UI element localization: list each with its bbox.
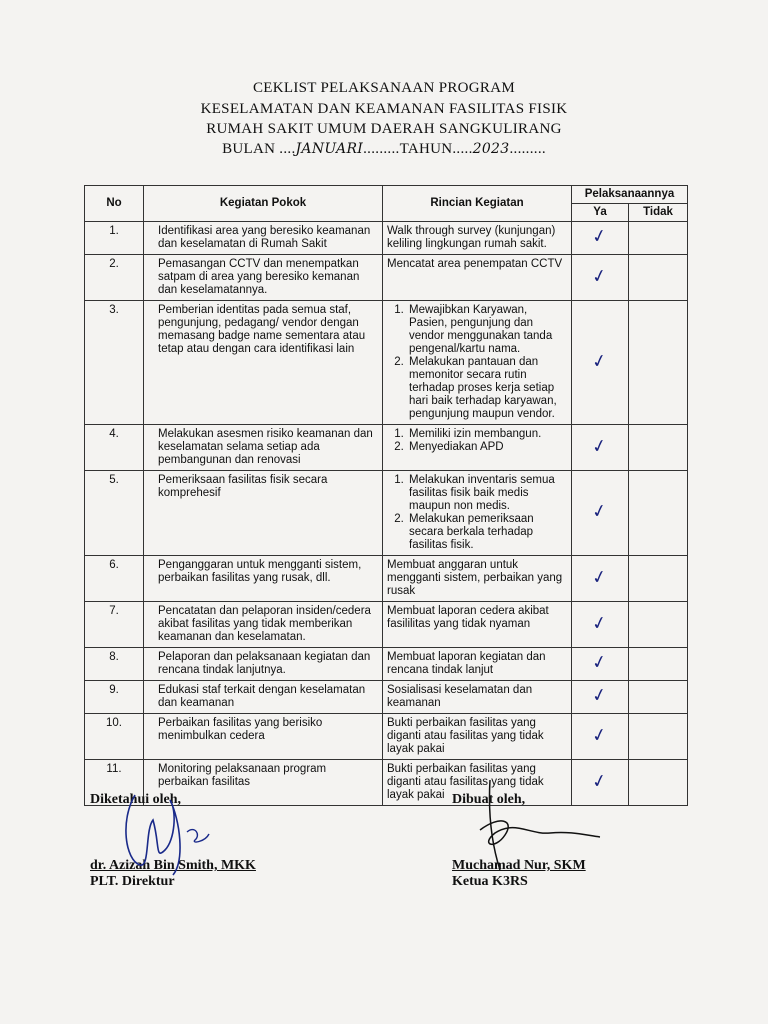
row-ya (572, 714, 629, 760)
row-tidak (629, 602, 688, 648)
row-ya (572, 425, 629, 471)
row-kegiatan: Pemberian identitas pada semua staf, pengunjung, pedagang/ vendor dengan memasang badge name sementara atau tetap atau dengan cara identifikasi lain (144, 301, 383, 425)
checkmark-icon: ✓ (590, 565, 610, 588)
rincian-text: Membuat laporan cedera akibat fasililitas yang tidak nyaman (387, 605, 549, 630)
rincian-text: Sosialisasi keselamatan dan keamanan (387, 684, 533, 709)
rincian-text: Membuat anggaran untuk mengganti sistem, perbaikan yang rusak (387, 559, 563, 597)
row-kegiatan: Pelaporan dan pelaksanaan kegiatan dan rencana tindak lanjutnya. (144, 648, 383, 681)
row-tidak (629, 681, 688, 714)
rincian-text: Bukti perbaikan fasilitas yang diganti atau fasilitas yang tidak layak pakai (387, 717, 544, 755)
rincian-item: 2. Melakukan pemeriksaan secara berkala terhadap fasilitas fisik. (407, 513, 567, 552)
row-rincian (383, 556, 572, 602)
right-signer-title: Ketua K3RS (452, 874, 528, 889)
row-kegiatan: Melakukan asesmen risiko keamanan dan keselamatan selama setiap ada pembangunan dan renovasi (144, 425, 383, 471)
table-row (85, 556, 688, 602)
row-ya (572, 648, 629, 681)
row-kegiatan: Edukasi staf terkait dengan keselamatan dan keamanan (144, 681, 383, 714)
row-no: 7. (85, 602, 144, 648)
rincian-item: 2. Menyediakan APD (407, 441, 567, 454)
row-rincian (383, 602, 572, 648)
table-row (85, 602, 688, 648)
rincian-text: Mencatat area penempatan CCTV (387, 258, 563, 270)
rincian-text: Bukti perbaikan fasilitas yang diganti atau fasilitas yang tidak layak pakai (387, 763, 544, 801)
col-tidak: Tidak (629, 204, 688, 222)
row-kegiatan: Identifikasi area yang beresiko keamanan dan keselamatan di Rumah Sakit (144, 222, 383, 255)
row-rincian (383, 425, 572, 471)
doc-title-line1: CEKLIST PELAKSANAAN PROGRAM (252, 80, 516, 96)
rincian-list (387, 304, 567, 421)
row-tidak (629, 471, 688, 556)
right-signer-name: Muchamad Nur, SKM (452, 858, 586, 873)
checkmark-icon: ✓ (590, 434, 610, 457)
row-no: 10. (85, 714, 144, 760)
rincian-item: 2. Melakukan pantauan dan memonitor secara rutin terhadap proses kerja setiap hari baik terhadap karyawan, pengunjung maupun vendor. (407, 356, 567, 421)
rincian-item: 1. Memiliki izin membangun. (407, 428, 567, 441)
row-no: 11. (85, 760, 144, 806)
row-kegiatan: Pemasangan CCTV dan menempatkan satpam di area yang beresiko kemanan dan keselamatannya. (144, 255, 383, 301)
col-no: No (85, 186, 144, 222)
table-row (85, 471, 688, 556)
row-tidak (629, 222, 688, 255)
col-kegiatan: Kegiatan Pokok (144, 186, 383, 222)
row-ya (572, 602, 629, 648)
row-ya (572, 222, 629, 255)
row-no: 4. (85, 425, 144, 471)
row-ya (572, 681, 629, 714)
table-row (85, 648, 688, 681)
row-ya (572, 255, 629, 301)
row-tidak (629, 425, 688, 471)
rincian-list (387, 428, 567, 454)
rincian-text: Walk through survey (kunjungan) keliling lingkungan rumah sakit. (387, 225, 556, 250)
row-no: 2. (85, 255, 144, 301)
doc-title-line2: KESELAMATAN DAN KEAMANAN FASILITAS FISIK (200, 101, 568, 117)
row-kegiatan: Penganggaran untuk mengganti sistem, perbaikan fasilitas yang rusak, dll. (144, 556, 383, 602)
row-kegiatan: Pemeriksaan fasilitas fisik secara komprehesif (144, 471, 383, 556)
row-rincian (383, 255, 572, 301)
col-rincian: Rincian Kegiatan (383, 186, 572, 222)
checklist-table (84, 185, 688, 806)
row-rincian (383, 681, 572, 714)
rincian-item: 1. Melakukan inventaris semua fasilitas fisik baik medis maupun non medis. (407, 474, 567, 513)
row-no: 8. (85, 648, 144, 681)
rincian-text: Membuat laporan kegiatan dan rencana tindak lanjut (387, 651, 546, 676)
row-tidak (629, 301, 688, 425)
row-tidak (629, 648, 688, 681)
checkmark-icon: ✓ (590, 723, 610, 746)
left-sign-label: Diketahui oleh, (90, 792, 182, 807)
table-row (85, 714, 688, 760)
row-tidak (629, 255, 688, 301)
left-signer-name: dr. Azizah Bin Smith, MKK (90, 858, 256, 873)
row-no: 6. (85, 556, 144, 602)
checkmark-icon: ✓ (590, 499, 610, 523)
doc-title-line3: RUMAH SAKIT UMUM DAERAH SANGKULIRANG (206, 121, 562, 137)
row-ya (572, 301, 629, 425)
checkmark-icon: ✓ (590, 349, 610, 372)
row-tidak (629, 714, 688, 760)
row-kegiatan: Pencatatan dan pelaporan insiden/cedera akibat fasilitas yang tidak memberikan keamanan dan keselamatan. (144, 602, 383, 648)
row-ya (572, 471, 629, 556)
col-pelaksanaan: Pelaksanaannya (572, 186, 688, 204)
right-signature (460, 769, 610, 880)
row-no: 1. (85, 222, 144, 255)
table-row (85, 301, 688, 425)
rincian-item: 1. Mewajibkan Karyawan, Pasien, pengunjung dan vendor menggunakan tanda pengenal/kartu nama. (407, 304, 567, 356)
row-tidak (629, 556, 688, 602)
row-kegiatan: Monitoring pelaksanaan program perbaikan fasilitas (144, 760, 383, 806)
row-rincian (383, 222, 572, 255)
checkmark-icon: ✓ (590, 683, 610, 707)
period-line: BULAN ....JANUARI.........TAHUN.....2023......... (222, 141, 546, 157)
bulan-label: BULAN (222, 141, 276, 157)
checkmark-icon: ✓ (590, 264, 610, 287)
bulan-value: JANUARI (295, 141, 364, 157)
checkmark-icon: ✓ (590, 769, 610, 792)
row-ya (572, 556, 629, 602)
left-signer-title: PLT. Direktur (90, 874, 175, 889)
table-row (85, 255, 688, 301)
tahun-label: TAHUN (399, 141, 453, 157)
col-ya: Ya (572, 204, 629, 222)
table-row (85, 681, 688, 714)
right-sign-label: Dibuat oleh, (452, 792, 526, 807)
row-no: 9. (85, 681, 144, 714)
checkmark-icon: ✓ (590, 224, 610, 248)
table-row (85, 222, 688, 255)
checkmark-icon: ✓ (590, 611, 610, 634)
row-rincian (383, 301, 572, 425)
row-no: 5. (85, 471, 144, 556)
row-tidak (629, 760, 688, 806)
row-kegiatan: Perbaikan fasilitas yang berisiko menimbulkan cedera (144, 714, 383, 760)
table-row (85, 425, 688, 471)
rincian-list (387, 474, 567, 552)
row-no: 3. (85, 301, 144, 425)
row-rincian (383, 714, 572, 760)
row-rincian (383, 471, 572, 556)
left-signature (115, 790, 225, 880)
checkmark-icon: ✓ (590, 650, 610, 674)
tahun-value: 2023 (472, 141, 510, 157)
row-rincian (383, 648, 572, 681)
